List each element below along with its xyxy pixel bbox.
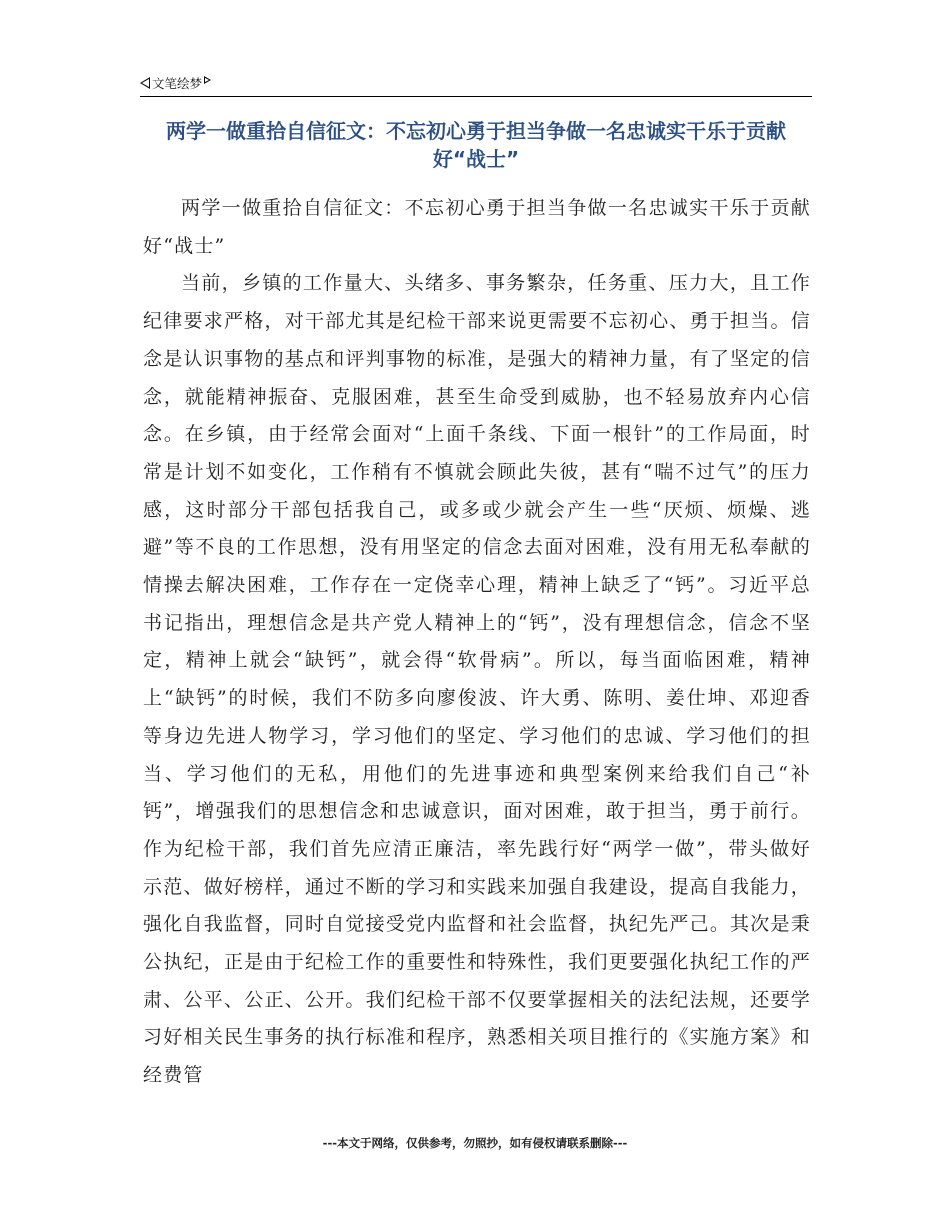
document-body bbox=[143, 190, 811, 1095]
paragraph-main: 当前，乡镇的工作量大、头绪多、事务繁杂，任务重、压力大，且工作纪律要求严格，对干部尤其是纪检干部来说更需要不忘初心、勇于担当。信念是认识事物的基点和评判事物的标准，是强大的精神力量，有了坚定的信念，就能精神振奋、克服困难，甚至生命受到威胁，也不轻易放弃内心信念。在乡镇，由于经常会面对“上面千条线、下面一根针”的工作局面，时常是计划不如变化，工作稍有不慎就会顾此失彼，甚有“喘不过气”的压力感，这时部分干部包括我自己，或多或少就会产生一些“厌烦、烦燥、逃避”等不良的工作思想，没有用坚定的信念去面对困难，没有用无私奉献的情操去解决困难，工作存在一定侥幸心理，精神上缺乏了“钙”。习近平总书记指出，理想信念是共产党人精神上的“钙”，没有理想信念，信念不坚定，精神上就会“缺钙”，就会得“软骨病”。所以，每当面临困难，精神上“缺钙”的时候，我们不防多向廖俊波、许大勇、陈明、姜仕坤、邓迎香等身边先进人物学习，学习他们的坚定、学习他们的忠诚、学习他们的担当、学习他们的无私，用他们的先进事迹和典型案例来给我们自己“补钙”，增强我们的思想信念和忠诚意识，面对困难，敢于担当，勇于前行。作为纪检干部，我们首先应清正廉洁，率先践行好“两学一做”，带头做好示范、做好榜样，通过不断的学习和实践来加强自我建设，提高自我能力，强化自我监督，同时自觉接受党内监督和社会监督，执纪先严己。其次是秉公执纪，正是由于纪检工作的重要性和特殊性，我们更要强化执纪工作的严肃、公平、公正、公开。我们纪检干部不仅要掌握相关的法纪法规，还要学习好相关民生事务的执行标准和程序，熟悉相关项目推行的《实施方案》和经费管 bbox=[143, 272, 811, 1087]
brand-name: 文笔绘梦 bbox=[152, 76, 203, 91]
left-triangle-icon bbox=[140, 77, 150, 89]
right-triangle-icon bbox=[204, 76, 211, 84]
page-header bbox=[140, 74, 812, 97]
footer-disclaimer: ---本文于网络，仅供参考，勿照抄，如有侵权请联系删除--- bbox=[322, 1136, 628, 1150]
brand-logo bbox=[140, 74, 211, 92]
document-title: 两学一做重拾自信征文：不忘初心勇于担当争做一名忠诚实干乐于贡献好“战士” bbox=[166, 119, 786, 171]
paragraph-subtitle: 两学一做重拾自信征文：不忘初心勇于担当争做一名忠诚实干乐于贡献好“战士” bbox=[143, 197, 811, 257]
